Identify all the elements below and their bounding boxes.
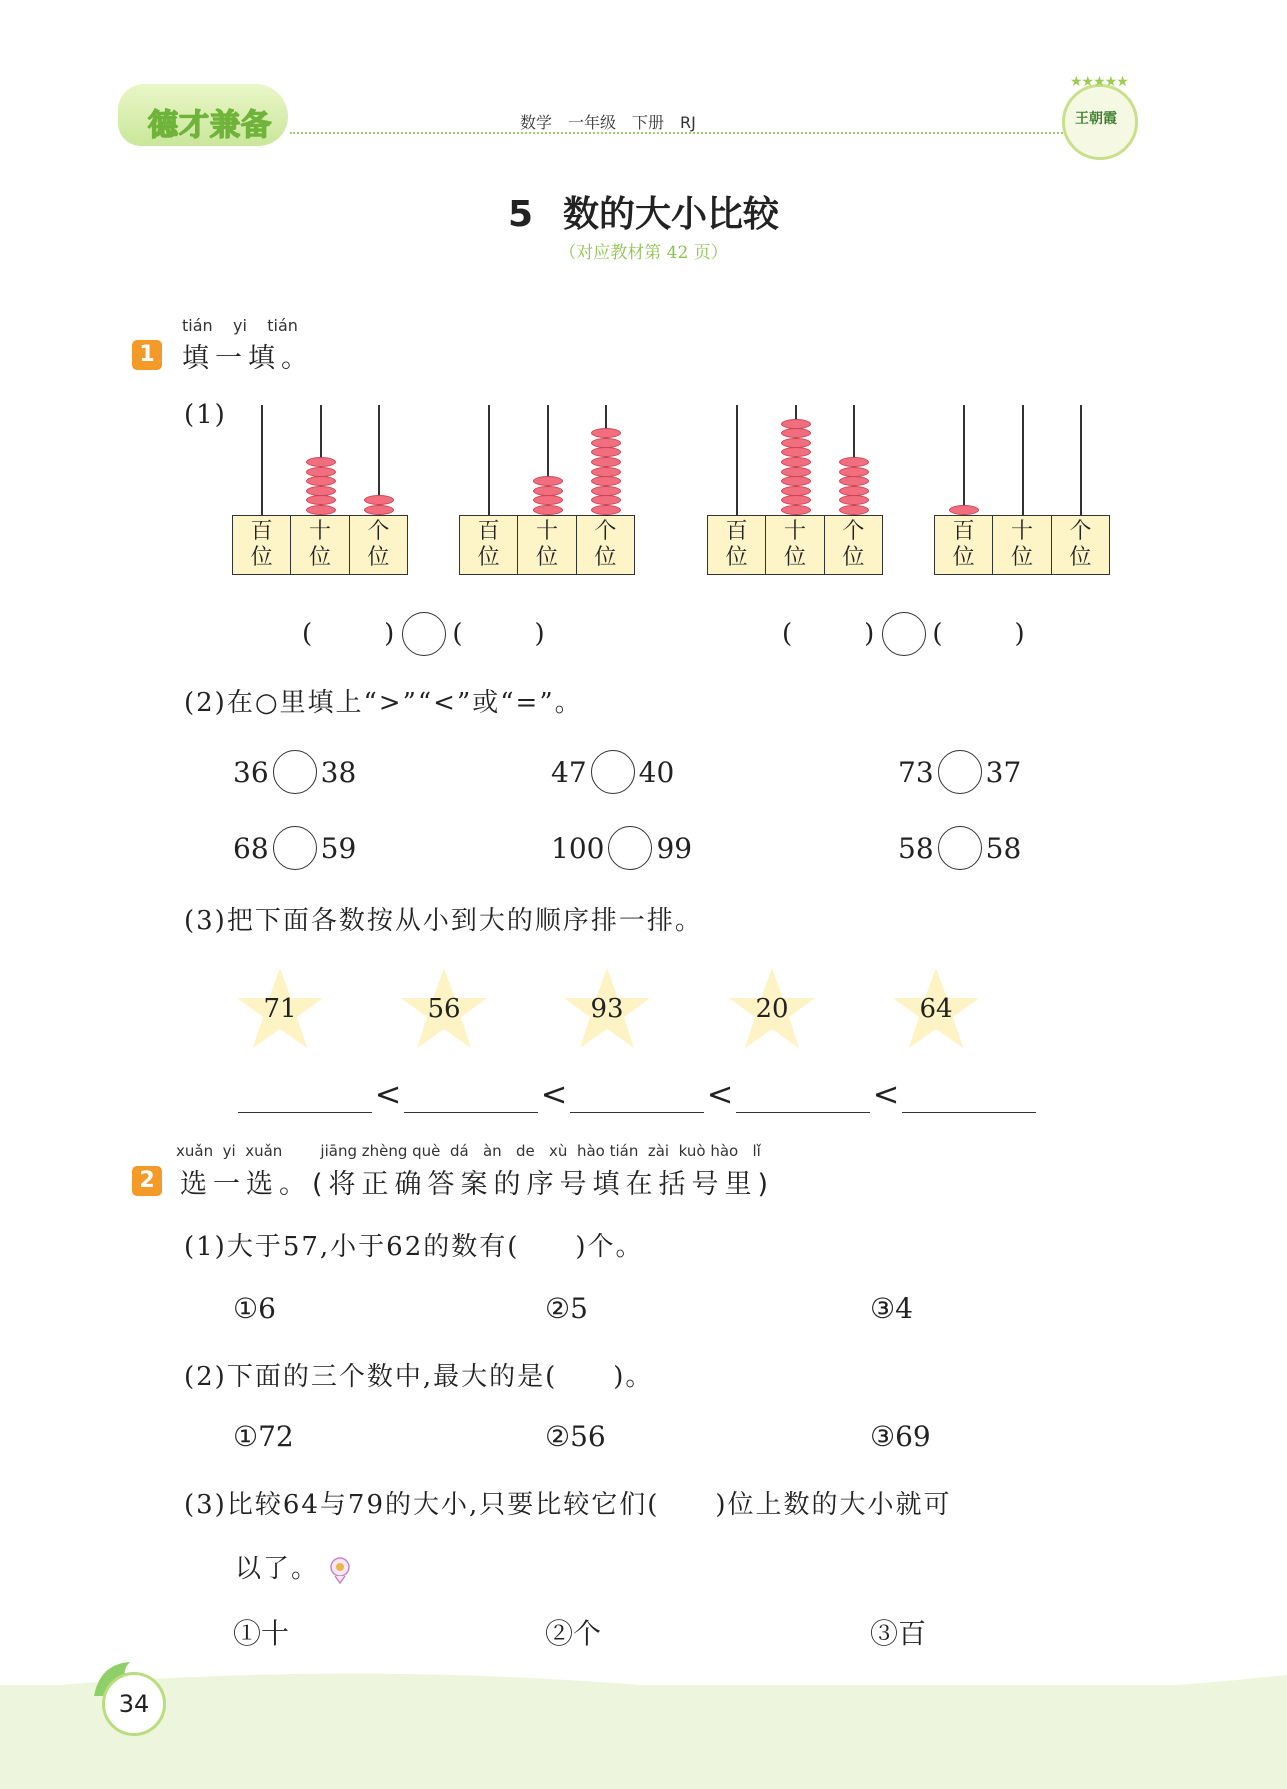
abacus-bead bbox=[533, 486, 563, 496]
star-label: 71 bbox=[263, 994, 297, 1024]
abacus-bead bbox=[591, 457, 621, 467]
compare-right: 38 bbox=[320, 755, 357, 789]
answer-circle[interactable] bbox=[938, 750, 982, 794]
q2-title: 选一选。(将正确答案的序号填在括号里) bbox=[180, 1169, 775, 1200]
textbook-reference: （对应教材第 42 页） bbox=[559, 243, 728, 263]
abacus-2 bbox=[460, 395, 635, 575]
paren-open: ( bbox=[302, 619, 315, 649]
abacus-bead bbox=[781, 457, 811, 467]
abacus-rod bbox=[261, 405, 263, 515]
q2-pinyin: xuǎn yi xuǎn jiāng zhèng què dá àn de xù hào tián zài kuò hào lǐ bbox=[176, 1142, 761, 1160]
abacus-bead bbox=[591, 438, 621, 448]
abacus-bead bbox=[591, 428, 621, 438]
compare-right: 99 bbox=[656, 831, 693, 865]
compare-left: 58 bbox=[898, 831, 934, 865]
place-value-label: 百 位 bbox=[232, 515, 291, 575]
abacus-bead bbox=[839, 457, 869, 467]
paren-close: ) bbox=[1014, 619, 1027, 649]
abacus-bead bbox=[364, 505, 394, 515]
q1-part2-instruction: (2)在○里填上“>”“<”或“=”。 bbox=[184, 688, 583, 718]
star-number bbox=[727, 966, 817, 1050]
footer-background bbox=[0, 1685, 1287, 1789]
option-1[interactable]: ①十 bbox=[233, 1617, 290, 1650]
abacus-bead bbox=[781, 438, 811, 448]
q1-title: 填一填。 bbox=[182, 343, 314, 374]
compare-left: 68 bbox=[233, 831, 269, 865]
abacus-bead bbox=[533, 495, 563, 505]
compare-item bbox=[898, 750, 1021, 794]
answer-blank[interactable] bbox=[404, 1076, 538, 1113]
answer-circle[interactable] bbox=[938, 826, 982, 870]
less-than-sign: < bbox=[706, 1075, 734, 1113]
abacus-bead bbox=[591, 495, 621, 505]
star-label: 64 bbox=[919, 994, 953, 1024]
q2-question-3-cont bbox=[235, 1548, 351, 1585]
compare-item bbox=[233, 826, 356, 870]
place-value-label: 个 位 bbox=[824, 515, 883, 575]
star-label: 56 bbox=[427, 994, 461, 1024]
abacus-bead bbox=[781, 419, 811, 429]
option-2[interactable]: ②5 bbox=[545, 1292, 588, 1325]
section-title: 数的大小比较 bbox=[563, 194, 780, 235]
place-value-label: 个 位 bbox=[1051, 515, 1110, 575]
paren-close: ) bbox=[864, 619, 877, 649]
less-than-sign: < bbox=[374, 1075, 402, 1113]
q1-badge: 1 bbox=[132, 340, 162, 370]
abacus-bead bbox=[364, 495, 394, 505]
compare-right: 59 bbox=[320, 831, 357, 865]
compare-row-1 bbox=[302, 612, 547, 656]
abacus-bead bbox=[781, 486, 811, 496]
answer-blank[interactable] bbox=[902, 1076, 1036, 1113]
star-number bbox=[235, 966, 325, 1050]
compare-left: 100 bbox=[551, 831, 605, 865]
abacus-bead bbox=[591, 505, 621, 515]
q2-question-3: (3)比较64与79的大小,只要比较它们( )位上数的大小就可 bbox=[184, 1490, 952, 1520]
option-3[interactable]: ③69 bbox=[870, 1420, 931, 1453]
abacus-bead bbox=[839, 476, 869, 486]
pinyin-1: tián bbox=[182, 316, 213, 335]
option-3[interactable]: ③百 bbox=[870, 1617, 927, 1650]
abacus-bead bbox=[533, 505, 563, 515]
q2-question-2: (2)下面的三个数中,最大的是( )。 bbox=[184, 1362, 654, 1392]
option-1[interactable]: ①72 bbox=[233, 1420, 294, 1453]
answer-circle[interactable] bbox=[608, 826, 652, 870]
place-value-label: 百 位 bbox=[934, 515, 993, 575]
abacus-bead bbox=[781, 476, 811, 486]
star-number bbox=[562, 966, 652, 1050]
place-value-label: 十 位 bbox=[765, 515, 824, 575]
star-label: 93 bbox=[590, 994, 624, 1024]
less-than-sign: < bbox=[872, 1075, 900, 1113]
header-book-info: 数学 一年级 下册 RJ bbox=[520, 113, 696, 132]
hint-pin-icon[interactable] bbox=[329, 1556, 351, 1584]
abacus-bead bbox=[781, 495, 811, 505]
abacus-bead bbox=[306, 467, 336, 477]
q2-badge: 2 bbox=[132, 1166, 162, 1196]
abacus-base bbox=[935, 515, 1110, 575]
abacus-base bbox=[460, 515, 635, 575]
compare-right: 37 bbox=[985, 755, 1022, 789]
place-value-label: 百 位 bbox=[707, 515, 766, 575]
place-value-label: 十 位 bbox=[992, 515, 1051, 575]
q1-pinyin bbox=[182, 316, 298, 335]
abacus-1 bbox=[233, 395, 408, 575]
abacus-bead bbox=[306, 505, 336, 515]
star-number bbox=[399, 966, 489, 1050]
q2-question-1: (1)大于57,小于62的数有( )个。 bbox=[184, 1232, 644, 1262]
abacus-bead bbox=[839, 486, 869, 496]
pinyin-3: tián bbox=[267, 316, 298, 335]
paren-close: ) bbox=[384, 619, 397, 649]
paren-close: ) bbox=[534, 619, 547, 649]
compare-right: 40 bbox=[638, 755, 675, 789]
answer-blank[interactable] bbox=[238, 1076, 372, 1113]
place-value-label: 个 位 bbox=[349, 515, 408, 575]
answer-circle[interactable] bbox=[273, 826, 317, 870]
compare-item bbox=[233, 750, 356, 794]
compare-left: 47 bbox=[551, 755, 587, 789]
abacus-bead bbox=[306, 495, 336, 505]
seal-stars-icon: ★★★★★ bbox=[1070, 74, 1128, 90]
star-label: 20 bbox=[755, 994, 789, 1024]
q1-part3-instruction: (3)把下面各数按从小到大的顺序排一排。 bbox=[184, 906, 703, 936]
abacus-bead bbox=[533, 476, 563, 486]
page-title bbox=[0, 186, 1287, 237]
compare-item bbox=[551, 750, 674, 794]
paren-open: ( bbox=[452, 619, 465, 649]
abacus-bead bbox=[306, 476, 336, 486]
compare-row-2 bbox=[782, 612, 1027, 656]
compare-item bbox=[898, 826, 1021, 870]
abacus-rod bbox=[963, 405, 965, 515]
option-2[interactable]: ②56 bbox=[545, 1420, 606, 1453]
abacus-bead bbox=[591, 467, 621, 477]
answer-circle[interactable] bbox=[882, 612, 926, 656]
compare-right: 58 bbox=[985, 831, 1022, 865]
abacus-bead bbox=[781, 467, 811, 477]
abacus-rod bbox=[1022, 405, 1024, 515]
abacus-bead bbox=[591, 447, 621, 457]
answer-circle[interactable] bbox=[402, 612, 446, 656]
abacus-base bbox=[233, 515, 408, 575]
place-value-label: 十 位 bbox=[517, 515, 576, 575]
abacus-bead bbox=[839, 467, 869, 477]
section-number: 5 bbox=[507, 194, 534, 235]
answer-circle[interactable] bbox=[591, 750, 635, 794]
abacus-4 bbox=[935, 395, 1110, 575]
abacus-bead bbox=[839, 495, 869, 505]
answer-blank[interactable] bbox=[570, 1076, 704, 1113]
compare-left: 73 bbox=[898, 755, 934, 789]
abacus-bead bbox=[591, 476, 621, 486]
abacus-bead bbox=[839, 505, 869, 515]
abacus-bead bbox=[949, 505, 979, 515]
compare-left: 36 bbox=[233, 755, 269, 789]
ordering-blanks bbox=[238, 1075, 1036, 1113]
abacus-rod bbox=[488, 405, 490, 515]
place-value-label: 十 位 bbox=[290, 515, 349, 575]
star-number bbox=[891, 966, 981, 1050]
option-3[interactable]: ③4 bbox=[870, 1292, 913, 1325]
place-value-label: 个 位 bbox=[576, 515, 635, 575]
abacus-3 bbox=[708, 395, 883, 575]
paren-open: ( bbox=[782, 619, 795, 649]
answer-blank[interactable] bbox=[736, 1076, 870, 1113]
q2-question-3-cont-text: 以了。 bbox=[235, 1554, 320, 1584]
q1-part1-label: (1) bbox=[184, 400, 227, 430]
abacus-bead bbox=[781, 505, 811, 515]
abacus-rod bbox=[736, 405, 738, 515]
abacus-rod bbox=[1080, 405, 1082, 515]
page-number: 34 bbox=[102, 1672, 166, 1736]
less-than-sign: < bbox=[540, 1075, 568, 1113]
answer-circle[interactable] bbox=[273, 750, 317, 794]
abacus-bead bbox=[781, 447, 811, 457]
option-2[interactable]: ②个 bbox=[545, 1617, 602, 1650]
abacus-bead bbox=[306, 486, 336, 496]
paren-open: ( bbox=[932, 619, 945, 649]
pinyin-2: yi bbox=[233, 316, 247, 335]
abacus-bead bbox=[781, 428, 811, 438]
abacus-base bbox=[708, 515, 883, 575]
place-value-label: 百 位 bbox=[459, 515, 518, 575]
seal-text: 王朝霞 bbox=[1075, 111, 1117, 127]
option-1[interactable]: ①6 bbox=[233, 1292, 276, 1325]
brand-logo: 德才兼备 bbox=[148, 108, 272, 143]
abacus-bead bbox=[306, 457, 336, 467]
compare-item bbox=[551, 826, 692, 870]
abacus-bead bbox=[591, 486, 621, 496]
